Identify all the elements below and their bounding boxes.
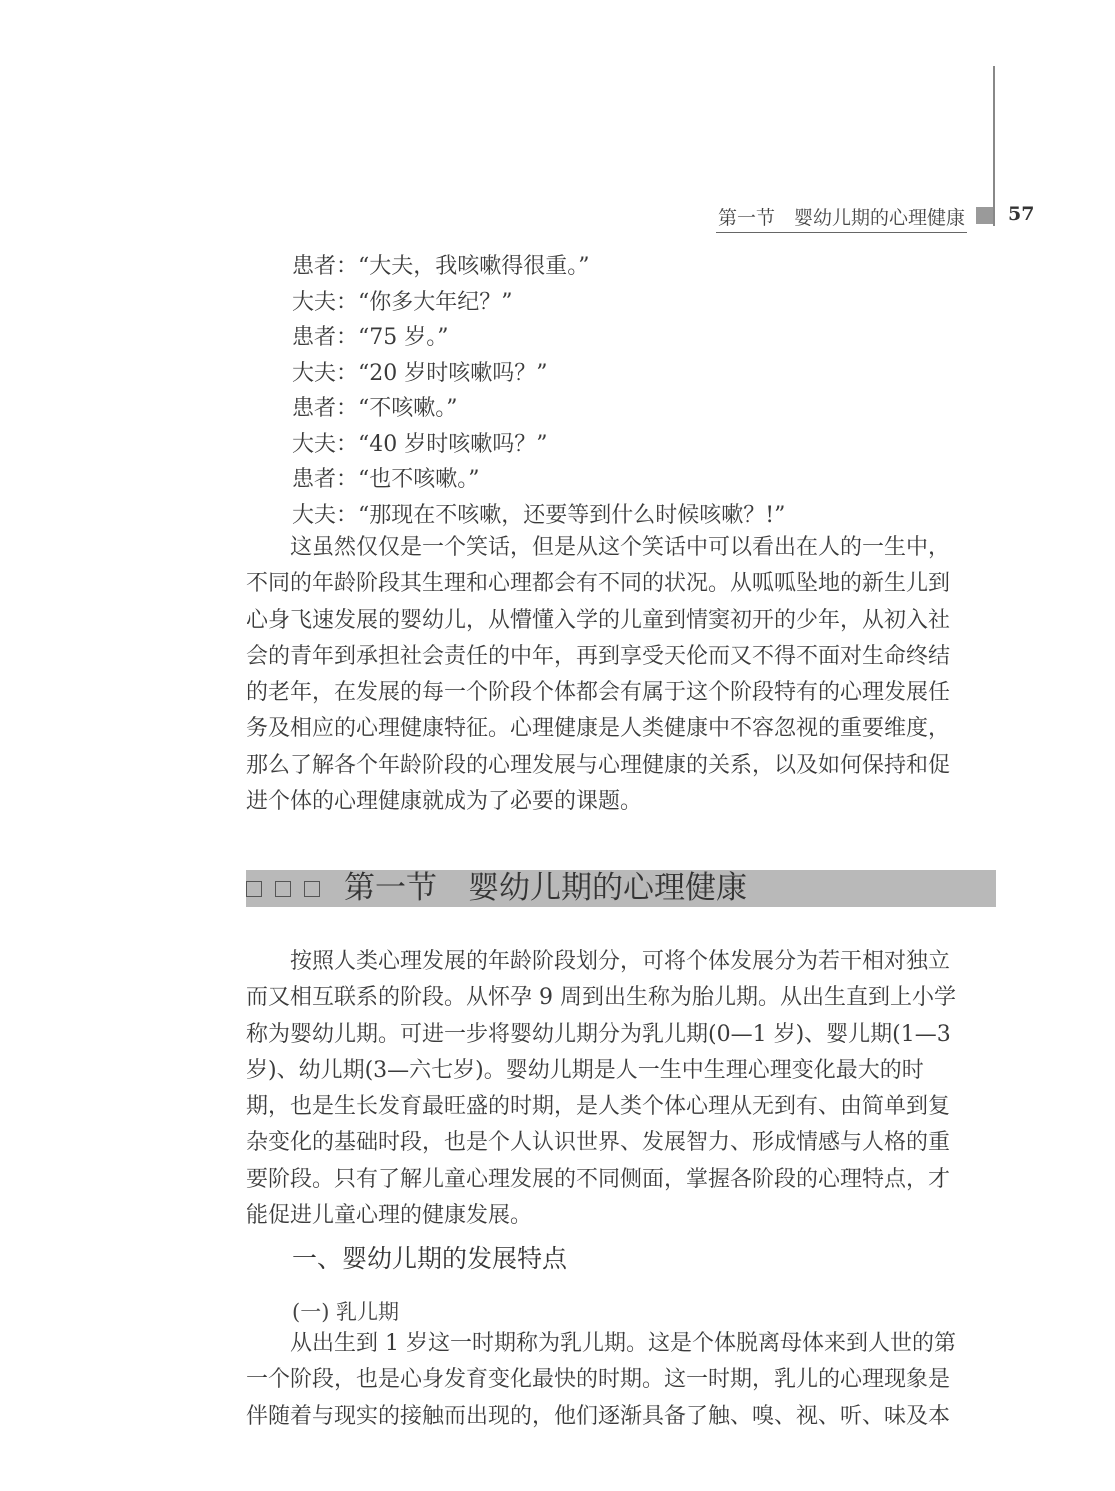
text-line: 从出生到 1 岁这一时期称为乳儿期。这是个体脱离母体来到人世的第 bbox=[246, 1331, 956, 1356]
section-title: 第一节 婴幼儿期的心理健康 bbox=[344, 870, 747, 906]
subsection-heading: 一、婴幼儿期的发展特点 bbox=[292, 1244, 568, 1273]
text-line: 能促进儿童心理的健康发展。 bbox=[246, 1203, 533, 1229]
text-line: 进个体的心理健康就成为了必要的课题。 bbox=[246, 789, 643, 815]
text-line: 按照人类心理发展的年龄阶段划分，可将个体发展分为若干相对独立 bbox=[246, 949, 951, 974]
text-line: 要阶段。只有了解儿童心理发展的不同侧面，掌握各阶段的心理特点，才 bbox=[246, 1166, 951, 1192]
text-line: 杂变化的基础时段，也是个人认识世界、发展智力、形成情感与人格的重 bbox=[246, 1130, 951, 1156]
text-line: 称为婴幼儿期。可进一步将婴幼儿期分为乳儿期(0—1 岁)、婴儿期(1—3 bbox=[246, 1021, 951, 1047]
final-paragraph bbox=[246, 1326, 998, 1435]
dialogue-line: 患者：“75 岁。” bbox=[292, 325, 449, 350]
dialogue-block bbox=[292, 252, 992, 536]
text-line: 一个阶段，也是心身发育变化最快的时期。这一时期，乳儿的心理现象是 bbox=[246, 1367, 951, 1393]
section-paragraph bbox=[246, 944, 998, 1234]
text-line: 伴随着与现实的接触而出现的，他们逐渐具备了触、嗅、视、听、味及本 bbox=[246, 1403, 951, 1429]
page-number: 57 bbox=[1008, 203, 1035, 225]
dialogue-line: 大夫：“你多大年纪？” bbox=[292, 289, 513, 315]
dialogue-line: 患者：“也不咳嗽。” bbox=[292, 467, 480, 492]
square-icon bbox=[304, 881, 320, 897]
square-icon bbox=[275, 881, 291, 897]
text-line: 期，也是生长发育最旺盛的时期，是人类个体心理从无到有、由简单到复 bbox=[246, 1094, 951, 1120]
text-line: 心身飞速发展的婴幼儿，从懵懂入学的儿童到情窦初开的少年，从初入社 bbox=[246, 607, 951, 633]
section-box-marks bbox=[246, 881, 333, 899]
text-line: 岁)、幼儿期(3—六七岁)。婴幼儿期是人一生中生理心理变化最大的时 bbox=[246, 1057, 924, 1083]
dialogue-line: 大夫：“那现在不咳嗽，还要等到什么时候咳嗽？!” bbox=[292, 502, 786, 528]
header-square-marker bbox=[976, 207, 993, 224]
text-line: 而又相互联系的阶段。从怀孕 9 周到出生称为胎儿期。从出生直到上小学 bbox=[246, 985, 956, 1011]
square-icon bbox=[246, 881, 262, 897]
text-line: 务及相应的心理健康特征。心理健康是人类健康中不容忽视的重要维度， bbox=[246, 716, 951, 742]
text-line: 会的青年到承担社会责任的中年，再到享受天伦而又不得不面对生命终结 bbox=[246, 643, 951, 669]
text-line: 不同的年龄阶段其生理和心理都会有不同的状况。从呱呱坠地的新生儿到 bbox=[246, 571, 951, 597]
dialogue-line: 大夫：“40 岁时咳嗽吗？” bbox=[292, 431, 548, 457]
dialogue-line: 患者：“大夫，我咳嗽得很重。” bbox=[292, 254, 590, 279]
text-line: 的老年，在发展的每一个阶段个体都会有属于这个阶段特有的心理发展任 bbox=[246, 680, 951, 706]
sub-subsection-heading: (一) 乳儿期 bbox=[292, 1300, 400, 1324]
running-header-title: 第一节 婴幼儿期的心理健康 bbox=[716, 203, 967, 233]
intro-paragraph bbox=[246, 530, 998, 820]
dialogue-line: 大夫：“20 岁时咳嗽吗？” bbox=[292, 360, 548, 386]
text-line: 那么了解各个年龄阶段的心理发展与心理健康的关系，以及如何保持和促 bbox=[246, 752, 951, 778]
dialogue-line: 患者：“不咳嗽。” bbox=[292, 396, 458, 421]
running-header bbox=[0, 200, 1115, 230]
text-line: 这虽然仅仅是一个笑话，但是从这个笑话中可以看出在人的一生中， bbox=[246, 535, 951, 560]
section-heading-bar bbox=[246, 870, 996, 907]
